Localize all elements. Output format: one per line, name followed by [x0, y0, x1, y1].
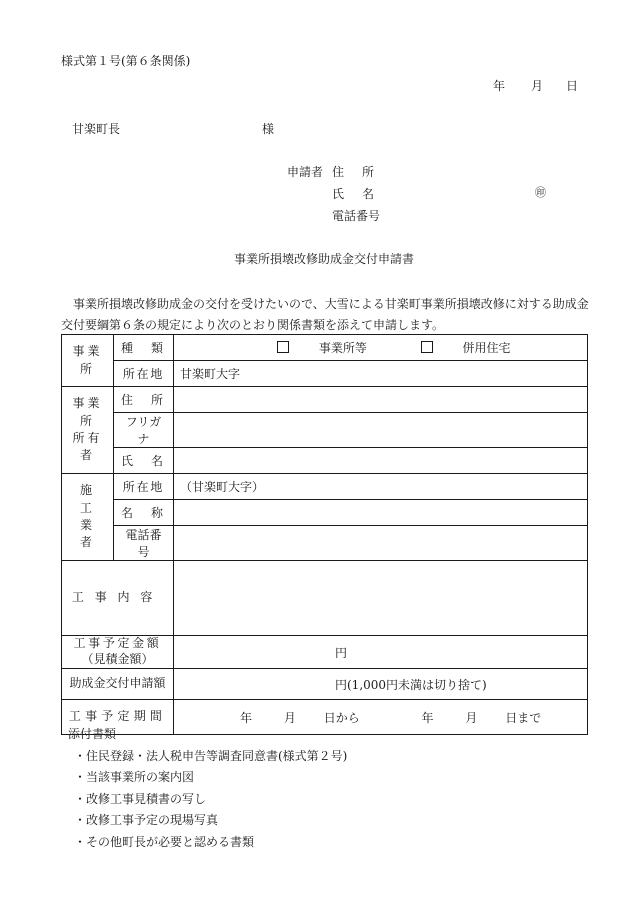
option-business-label: 事業所等: [318, 341, 367, 355]
seal-mark: ㊞: [535, 186, 546, 199]
subsidy-amount-field[interactable]: 円(1,000円未満は切り捨て): [174, 669, 588, 700]
owner-name-label: 氏 名: [114, 448, 174, 474]
work-content-label: 工事内容: [62, 561, 174, 636]
estimate-label: 工事予定金額 （見積金額）: [62, 636, 174, 669]
estimate-amount-field[interactable]: 円: [174, 636, 588, 669]
attachment-item: ・改修工事予定の現場写真: [74, 813, 219, 827]
attachments-heading: 添付書類: [68, 727, 117, 741]
business-category: 事業所: [62, 335, 114, 387]
owner-address-field[interactable]: [174, 387, 588, 413]
document-title: 事業所損壊改修助成金交付申請書: [234, 252, 415, 266]
addressee: 甘楽町長: [72, 122, 121, 136]
subsidy-label: 助成金交付申請額: [62, 669, 174, 700]
attachment-item: ・当該事業所の案内図: [74, 770, 195, 784]
business-location-label: 所在地: [114, 361, 174, 387]
applicant-address-label: 住 所: [332, 165, 378, 179]
applicant-label: 申請者: [287, 165, 324, 179]
contractor-category: 施 工 業 者: [62, 474, 114, 561]
contractor-name-field[interactable]: [174, 500, 588, 526]
attachments-section: [68, 724, 347, 853]
work-content-field[interactable]: [174, 561, 588, 636]
contractor-phone-field[interactable]: [174, 526, 588, 561]
owner-furigana-label: フリガナ: [114, 413, 174, 448]
business-location-value[interactable]: 甘楽町大字: [174, 361, 588, 387]
owner-furigana-field[interactable]: [174, 413, 588, 448]
owner-category: 事業所 所有者: [62, 387, 114, 474]
intro-line-1: 事業所損壊改修助成金の交付を受けたいので、大雪による甘楽町事業所損壊改修に対する助成金: [73, 297, 589, 311]
owner-name-field[interactable]: [174, 448, 588, 474]
attachment-item: ・住民登録・法人税申告等調査同意書(様式第２号): [74, 748, 348, 763]
honorific: 様: [262, 122, 275, 136]
contractor-name-label: 名 称: [114, 500, 174, 526]
form-number: 様式第１号(第６条関係): [61, 54, 191, 68]
contractor-location-label: 所在地: [114, 474, 174, 500]
date-day-label: 日: [566, 79, 579, 93]
period-field[interactable]: 年 月 日から 年 月 日まで: [174, 700, 588, 735]
applicant-phone-label: 電話番号: [332, 209, 381, 223]
business-type-label: 種 類: [114, 335, 174, 361]
date-year-label: 年: [493, 79, 506, 93]
attachment-item: ・その他町長が必要と認める書類: [74, 834, 255, 849]
period-label: 工事予定期間: [62, 700, 174, 735]
business-type-options: [174, 335, 588, 361]
applicant-name-label: 氏 名: [332, 187, 378, 201]
attachment-item: ・改修工事見積書の写し: [74, 791, 207, 806]
option-combined-residence-label: 併用住宅: [462, 341, 511, 355]
contractor-phone-label: 電話番号: [114, 526, 174, 561]
owner-address-label: 住 所: [114, 387, 174, 413]
date-month-label: 月: [531, 79, 544, 93]
checkbox-combined-residence[interactable]: [421, 341, 433, 353]
contractor-location-value[interactable]: （甘楽町大字）: [174, 474, 588, 500]
intro-line-2: 交付要綱第６条の規定により次のとおり関係書類を添えて申請します。: [61, 318, 445, 332]
application-form-table: [61, 334, 588, 735]
checkbox-business[interactable]: [277, 341, 289, 353]
